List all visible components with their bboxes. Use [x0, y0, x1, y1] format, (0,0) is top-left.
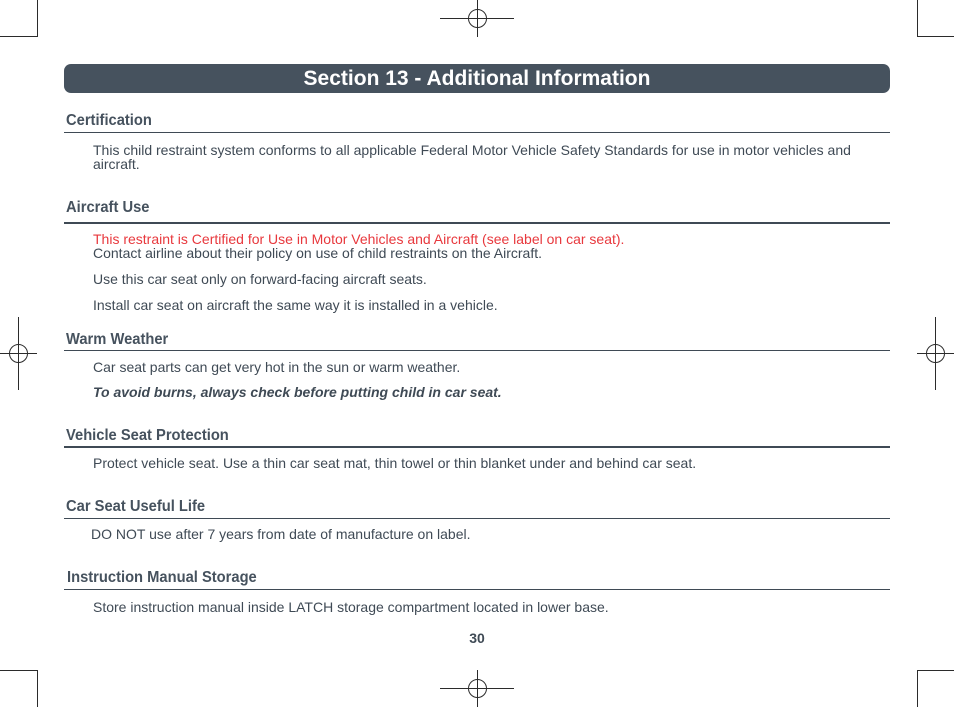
aircraft-certification-warning: This restraint is Certified for Use in Motor Vehicles and Aircraft (see label on car seat).: [93, 231, 625, 247]
registration-mark: [926, 344, 945, 363]
crop-mark: [37, 670, 38, 707]
useful-life-text: DO NOT use after 7 years from date of manufacture on label.: [91, 526, 471, 542]
crop-mark: [917, 670, 954, 671]
crop-mark: [917, 670, 918, 707]
vehicle-seat-protection-text: Protect vehicle seat. Use a thin car seat mat, thin towel or thin blanket under and behind car seat.: [93, 455, 697, 471]
registration-mark: [468, 679, 487, 698]
divider: [64, 132, 890, 133]
crop-mark: [0, 670, 37, 671]
warm-weather-text: Car seat parts can get very hot in the sun or warm weather.: [93, 359, 461, 375]
divider: [64, 518, 890, 519]
certification-text: This child restraint system conforms to all applicable Federal Motor Vehicle Safety Standards for use in motor vehicles and aircraft.: [93, 142, 851, 172]
section-title: Section 13 - Additional Information: [303, 67, 651, 90]
crop-mark: [37, 0, 38, 37]
aircraft-install-text: Install car seat on aircraft the same way it is installed in a vehicle.: [93, 297, 498, 313]
crop-mark: [917, 0, 918, 37]
divider: [64, 589, 890, 590]
divider: [64, 350, 890, 351]
manual-storage-text: Store instruction manual inside LATCH storage compartment located in lower base.: [93, 599, 609, 615]
heading-warm-weather: Warm Weather: [66, 331, 169, 348]
divider: [64, 222, 890, 224]
crop-mark: [0, 36, 37, 37]
heading-useful-life: Car Seat Useful Life: [66, 498, 206, 515]
divider: [64, 446, 890, 448]
heading-vehicle-seat-protection: Vehicle Seat Protection: [66, 427, 229, 444]
warm-weather-warning: To avoid burns, always check before putting child in car seat.: [93, 384, 502, 400]
page-number: 30: [469, 630, 485, 646]
crop-mark: [917, 36, 954, 37]
registration-mark: [468, 9, 487, 28]
heading-certification: Certification: [66, 112, 152, 129]
registration-mark: [9, 344, 28, 363]
section-banner: [64, 64, 890, 93]
heading-manual-storage: Instruction Manual Storage: [67, 569, 257, 586]
aircraft-airline-text: Contact airline about their policy on use of child restraints on the Aircraft.: [93, 245, 543, 261]
aircraft-forward-facing-text: Use this car seat only on forward-facing aircraft seats.: [93, 271, 427, 287]
heading-aircraft-use: Aircraft Use: [66, 199, 150, 216]
